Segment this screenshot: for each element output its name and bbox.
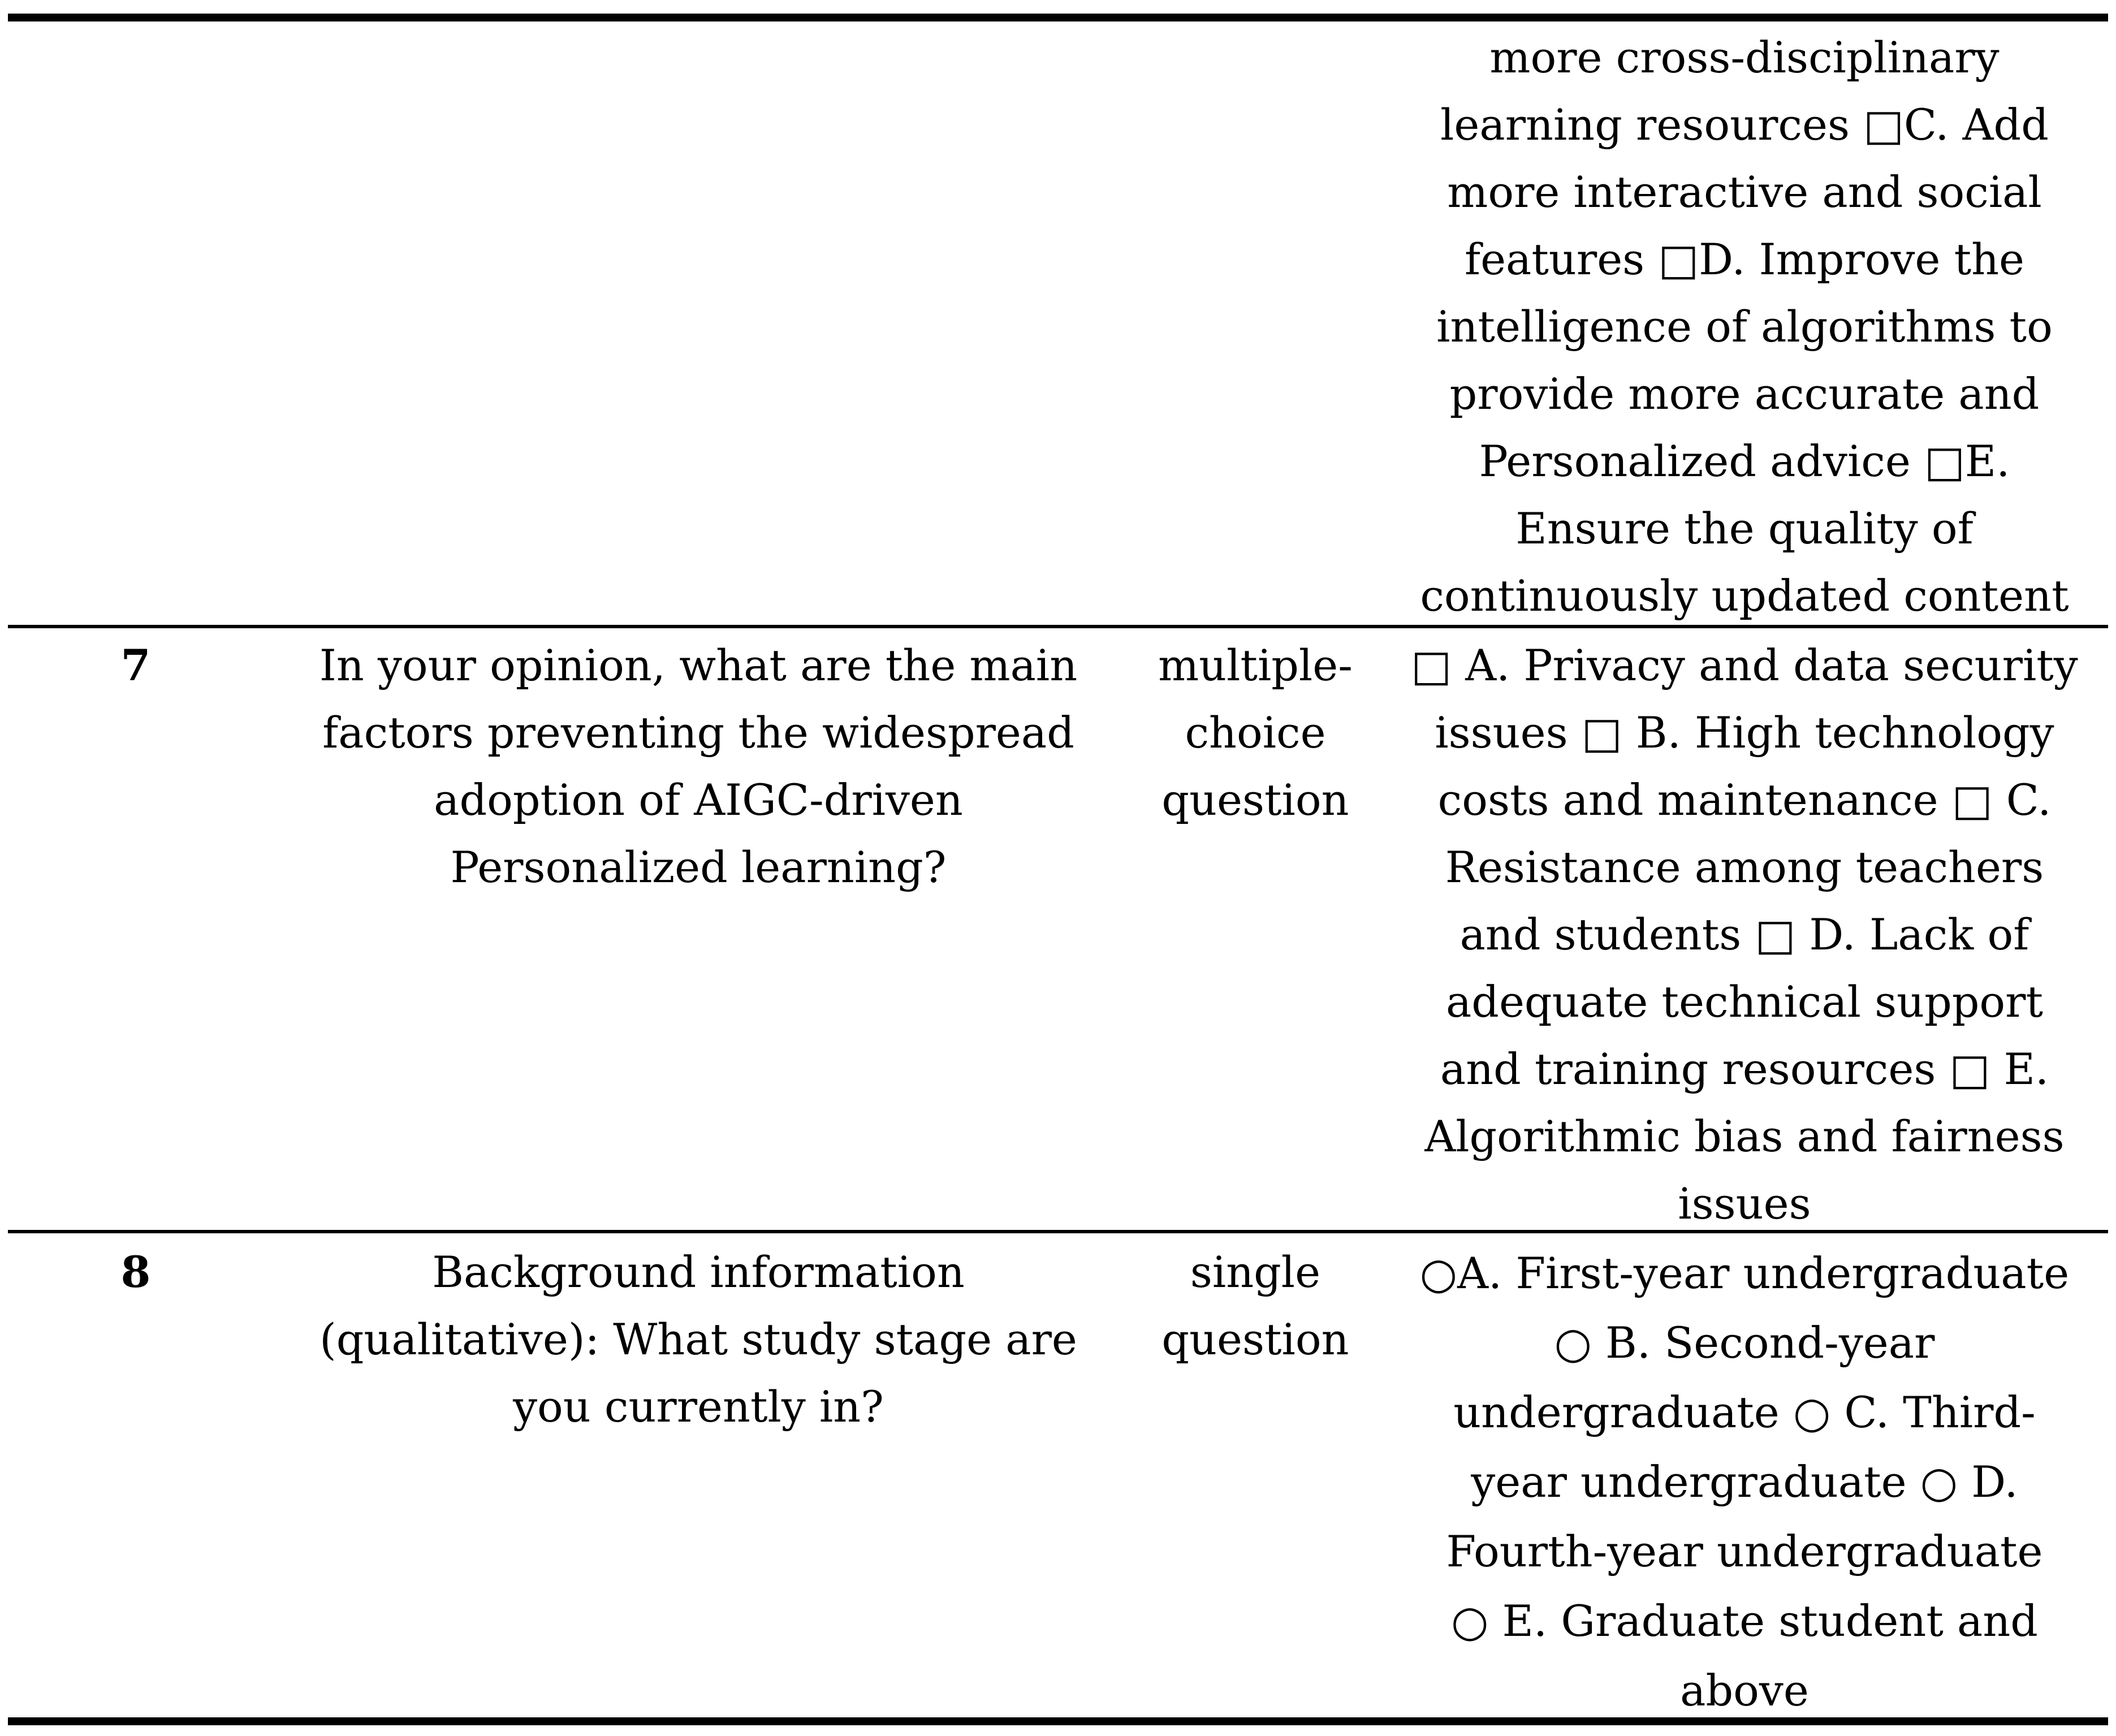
question-line: Personalized learning? bbox=[450, 842, 947, 892]
question-type bbox=[1125, 632, 1385, 834]
option-line: costs and maintenance □ C. bbox=[1437, 775, 2052, 825]
option-line: provide more accurate and bbox=[1449, 369, 2040, 419]
option-line: intelligence of algorithms to bbox=[1436, 301, 2053, 352]
row-divider bbox=[8, 625, 2108, 628]
option-line: issues □ B. High technology bbox=[1435, 707, 2054, 758]
answer-options bbox=[1397, 632, 2092, 1237]
option-line: above bbox=[1680, 1665, 1809, 1716]
option-line: and students □ D. Lack of bbox=[1459, 909, 2029, 960]
question-line: you currently in? bbox=[513, 1381, 884, 1432]
option-line: and training resources □ E. bbox=[1440, 1044, 2049, 1094]
type-line: single bbox=[1190, 1247, 1321, 1297]
row-divider bbox=[8, 1230, 2108, 1233]
question-line: (qualitative): What study stage are bbox=[319, 1314, 1077, 1364]
option-line: Ensure the quality of bbox=[1515, 503, 1974, 554]
type-line: choice bbox=[1185, 707, 1326, 758]
type-line: question bbox=[1161, 775, 1349, 825]
option-line: ○ E. Graduate student and bbox=[1451, 1596, 2038, 1646]
question-line: adoption of AIGC-driven bbox=[434, 775, 963, 825]
question-line: Background information bbox=[432, 1247, 965, 1297]
option-line: features □D. Improve the bbox=[1464, 234, 2025, 284]
option-line: more cross-disciplinary bbox=[1489, 32, 2000, 83]
question-type bbox=[1125, 1238, 1385, 1373]
type-line: multiple- bbox=[1158, 640, 1353, 690]
option-line: □ A. Privacy and data security bbox=[1411, 640, 2078, 690]
option-line: more interactive and social bbox=[1447, 167, 2042, 217]
type-line: question bbox=[1161, 1314, 1349, 1364]
table-top-rule bbox=[8, 14, 2108, 21]
question-line: factors preventing the widespread bbox=[322, 707, 1074, 758]
option-line: Personalized advice □E. bbox=[1479, 436, 2010, 486]
question-text bbox=[283, 632, 1114, 901]
option-line: issues bbox=[1678, 1178, 1811, 1229]
question-text bbox=[283, 1238, 1114, 1440]
option-line: continuously updated content bbox=[1420, 571, 2069, 621]
option-line: Fourth-year undergraduate bbox=[1446, 1526, 2043, 1577]
option-line: Algorithmic bias and fairness bbox=[1424, 1111, 2065, 1161]
row-number: 7 bbox=[120, 640, 151, 690]
option-line: year undergraduate ○ D. bbox=[1471, 1457, 2018, 1507]
answer-options bbox=[1397, 1238, 2092, 1725]
option-line: Resistance among teachers bbox=[1445, 842, 2044, 892]
row-number: 8 bbox=[120, 1247, 151, 1297]
table-bottom-rule bbox=[8, 1717, 2108, 1725]
continued-row-options bbox=[1397, 24, 2092, 629]
option-line: ○A. First-year undergraduate bbox=[1419, 1248, 2070, 1298]
option-line: undergraduate ○ C. Third- bbox=[1453, 1387, 2036, 1437]
option-line: ○ B. Second-year bbox=[1554, 1318, 1935, 1368]
option-line: learning resources □C. Add bbox=[1440, 100, 2049, 150]
option-line: adequate technical support bbox=[1445, 977, 2044, 1027]
question-line: In your opinion, what are the main bbox=[319, 640, 1078, 690]
